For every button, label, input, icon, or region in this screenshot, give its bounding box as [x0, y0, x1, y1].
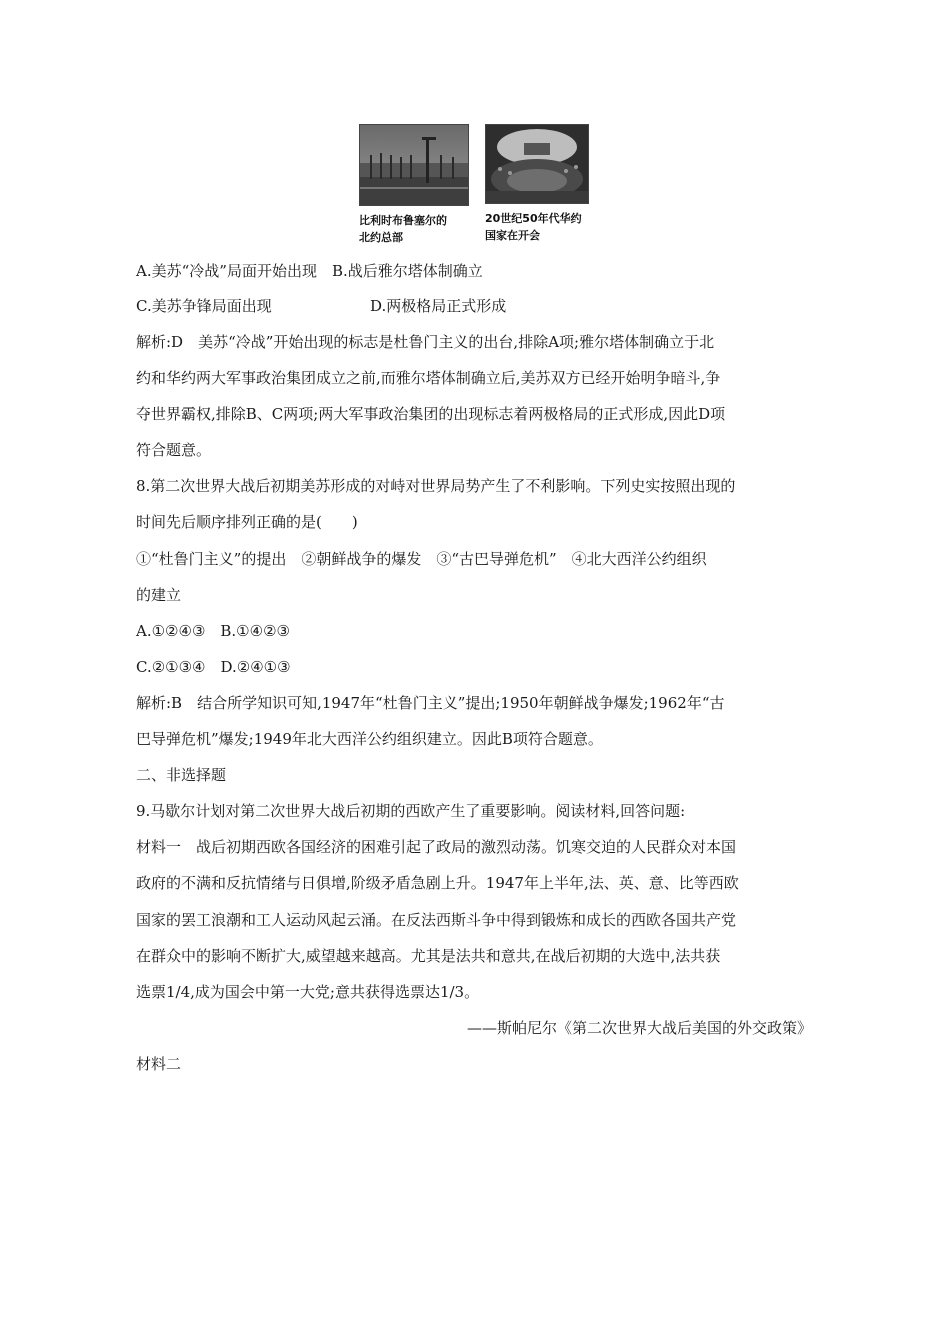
- material1-line: 国家的罢工浪潮和工人运动风起云涌。在反法西斯斗争中得到锻炼和成长的西欧各国共产党: [136, 911, 737, 929]
- material1-line: 政府的不满和反抗情绪与日俱增,阶级矛盾急剧上升。1947年上半年,法、英、意、比等西欧: [136, 874, 739, 892]
- figure-nato-hq: [359, 124, 469, 246]
- q7-analysis-line: 解析:D 美苏“冷战”开始出现的标志是杜鲁门主义的出台,排除A项;雅尔塔体制确立于北: [136, 333, 715, 351]
- material1-line: 选票1/4,成为国会中第一大党;意共获得选票达1/3。: [136, 983, 480, 1001]
- q7-analysis-line: 符合题意。: [136, 441, 212, 459]
- q7-option-d: D.两极格局正式形成: [370, 297, 507, 315]
- warsaw-pact-photo: [485, 124, 589, 204]
- figure-caption: 20世纪50年代华约 国家在开会: [485, 212, 582, 242]
- q8-analysis-line: 解析:B 结合所学知识可知,1947年“杜鲁门主义”提出;1950年朝鲜战争爆发;1962年“古: [136, 694, 725, 712]
- q8-items-line: ①“杜鲁门主义”的提出 ②朝鲜战争的爆发 ③“古巴导弹危机” ④北大西洋公约组织: [136, 550, 707, 568]
- figure-caption: 比利时布鲁塞尔的 北约总部: [359, 214, 447, 244]
- q8-analysis-line: 巴导弹危机”爆发;1949年北大西洋公约组织建立。因此B项符合题意。: [136, 730, 603, 748]
- q8-options-line: A.①②④③ B.①④②③: [136, 622, 290, 640]
- figure-warsaw-pact-meeting: [485, 124, 589, 244]
- material1-line: 材料一 战后初期西欧各国经济的困难引起了政局的激烈动荡。饥寒交迫的人民群众对本国: [136, 838, 737, 856]
- q8-items-line: 的建立: [136, 586, 182, 604]
- material1-line: 在群众中的影响不断扩大,威望越来越高。尤其是法共和意共,在战后初期的大选中,法共获: [136, 947, 721, 965]
- q7-options-row1: A.美苏“冷战”局面开始出现 B.战后雅尔塔体制确立: [136, 262, 483, 280]
- warsaw-pact-image: [486, 125, 588, 203]
- q8-stem-line: 8.第二次世界大战后初期美苏形成的对峙对世界局势产生了不利影响。下列史实按照出现的: [136, 477, 736, 495]
- section-title: 二、非选择题: [136, 766, 227, 784]
- q7-option-c: C.美苏争锋局面出现: [136, 297, 272, 315]
- q8-options-line: C.②①③④ D.②④①③: [136, 658, 291, 676]
- q8-stem-line: 时间先后顺序排列正确的是( ): [136, 513, 358, 531]
- nato-hq-photo: [359, 124, 469, 206]
- material1-source: ——斯帕尼尔《第二次世界大战后美国的外交政策》: [466, 1019, 812, 1037]
- material2-label: 材料二: [136, 1055, 182, 1073]
- q9-stem: 9.马歇尔计划对第二次世界大战后初期的西欧产生了重要影响。阅读材料,回答问题:: [136, 802, 686, 820]
- q7-analysis-line: 约和华约两大军事政治集团成立之前,而雅尔塔体制确立后,美苏双方已经开始明争暗斗,争: [136, 369, 721, 387]
- q7-analysis-line: 夺世界霸权,排除B、C两项;两大军事政治集团的出现标志着两极格局的正式形成,因此D项: [136, 405, 726, 423]
- nato-hq-image: [360, 125, 468, 205]
